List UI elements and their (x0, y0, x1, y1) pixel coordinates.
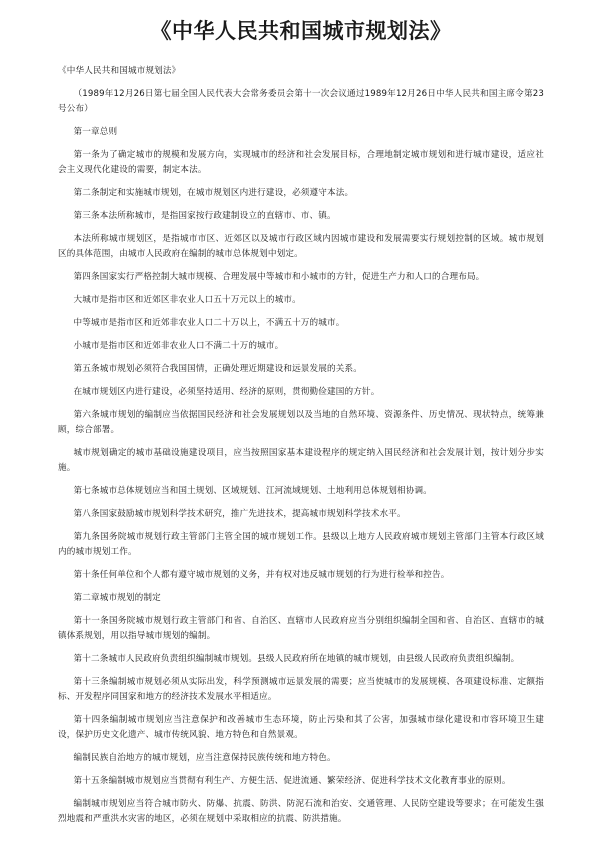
paragraph: 第十条任何单位和个人都有遵守城市规划的义务，并有权对违反城市规划的行为进行检举和控告。 (73, 570, 450, 580)
paragraph: 编制城市规划应当符合城市防火、防爆、抗震、防洪、防泥石流和治安、交通管理、人民防空建设等要求；在可能发生强烈地震和严重洪水灾害的地区，必须在规划中采取相应的抗震、防洪措施。 (58, 799, 544, 824)
paragraph: 第十五条编制城市规划应当贯彻有利生产、方便生活、促进流通、繁荣经济、促进科学技术文化教育事业的原则。 (73, 776, 511, 786)
paragraph: 大城市是指市区和近郊区非农业人口五十万元以上的城市。 (73, 295, 301, 305)
paragraph: 第八条国家鼓励城市规划科学技术研究，推广先进技术，提高城市规划科学技术水平。 (73, 509, 406, 519)
paragraph: 第三条本法所称城市，是指国家按行政建制设立的直辖市、市、镇。 (73, 211, 336, 221)
paragraph: 小城市是指市区和近郊非农业人口不满二十万的城市。 (73, 341, 284, 351)
document-body (58, 64, 544, 827)
paragraph: 第十二条城市人民政府负责组织编制城市规划。县级人民政府所在地镇的城市规划，由县级人民政府负责组织编制。 (73, 654, 520, 664)
paragraph: 第九条国务院城市规划行政主管部门主管全国的城市规划工作。县级以上地方人民政府城市规划主管部门主管本行政区域内的城市规划工作。 (58, 532, 544, 557)
paragraph: 第一条为了确定城市的规模和发展方向，实现城市的经济和社会发展目标，合理地制定城市规划和进行城市建设，适应社会主义现代化建设的需要，制定本法。 (58, 150, 544, 175)
paragraph: 第十三条编制城市规划必须从实际出发，科学预测城市远景发展的需要；应当使城市的发展规模、各项建设标准、定额指标、开发程序同国家和地方的经济技术发展水平相适应。 (58, 677, 544, 702)
paragraph: 在城市规划区内进行建设，必须坚持适用、经济的原则，贯彻勤俭建国的方针。 (73, 387, 380, 397)
paragraph: 《中华人民共和国城市规划法》 (58, 66, 181, 76)
paragraph: 编制民族自治地方的城市规划，应当注意保持民族传统和地方特色。 (73, 753, 336, 763)
paragraph: 第十四条编制城市规划应当注意保护和改善城市生态环境，防止污染和其了公害，加强城市绿化建设和市容环境卫生建设，保护历史文化遗产、城市传统风貌、地方特色和自然景观。 (58, 715, 544, 740)
document-title: 《中华人民共和国城市规划法》 (150, 19, 452, 43)
paragraph: （1989年12月26日第七届全国人民代表大会常务委员会第十一次会议通过1989年12月26日中华人民共和国主席令第23号公布） (58, 89, 544, 114)
paragraph: 第五条城市规划必须符合我国国情，正确处理近期建设和远景发展的关系。 (73, 364, 363, 374)
paragraph: 第七条城市总体规划应当和国土规划、区域规划、江河流域规划、土地利用总体规划相协调。 (73, 486, 432, 496)
paragraph: 中等城市是指市区和近郊非农业人口二十万以上，不满五十万的城市。 (73, 318, 345, 328)
paragraph: 第二条制定和实施城市规划，在城市规划区内进行建设，必须遵守本法。 (73, 188, 354, 198)
paragraph: 第十一条国务院城市规划行政主管部门和省、自治区、直辖市人民政府应当分别组织编制全国和省、自治区、直辖市的城镇体系规划，用以指导城市规划的编制。 (58, 616, 544, 641)
paragraph: 第四条国家实行严格控制大城市规模、合理发展中等城市和小城市的方针，促进生产力和人口的合理布局。 (73, 272, 485, 282)
paragraph: 第二章城市规划的制定 (73, 593, 161, 603)
paragraph: 本法所称城市规划区，是指城市市区、近郊区以及城市行政区域内因城市建设和发展需要实行规划控制的区域。城市规划区的具体范围，由城市人民政府在编制的城市总体规划中划定。 (58, 234, 544, 259)
paragraph: 第六条城市规划的编制应当依据国民经济和社会发展规划以及当地的自然环境、资源条件、历史情况、现状特点，统筹兼顾，综合部署。 (58, 410, 544, 435)
paragraph: 城市规划确定的城市基础设施建设项目，应当按照国家基本建设程序的规定纳入国民经济和社会发展计划，按计划分步实施。 (58, 448, 544, 473)
paragraph: 第一章总则 (73, 127, 118, 137)
